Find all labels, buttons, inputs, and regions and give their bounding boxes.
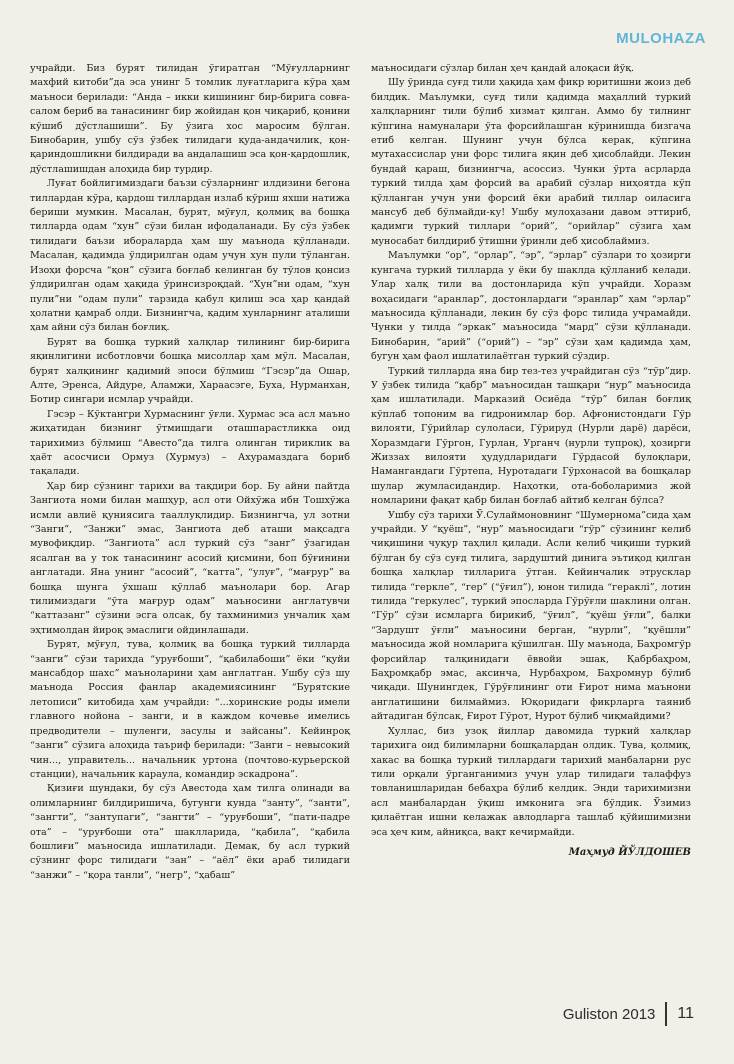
paragraph: Луғат бойлигимиздаги баъзи сўзларнинг илдизини бегона тиллардан кўра, қардош тиллардан излаб кўриш яхши натижа бериши мумкин. Масалан, бурят, мўғул, қолмиқ ва бошқа тилларда одам “хун” сўзи билан ифодаланади. Бу сўз ўзбек тилидаги баъзи ибораларда ҳам шу маънода қўлланади. Масалан, қадимда ўлдирилган одам учун хун пули тўланган. Изоҳи форсча “қон” сўзига боғлаб келинган бу тўлов қонсиз ўлдирилган одам ҳақида ўринсизроқдай. “Хун”ни одам, “хун пули”ни “одам пули” тарзида қабул қилиш эса ҳар қандай ҳолатни қамраб олди. Бизнингча, қадим хунларнинг аталиши ҳам айни сўз билан боғлиқ. [30, 178, 350, 334]
paragraph: учрайди. Биз бурят тилидан ўгиратган “Мўғулларнинг махфий китоби”да эса унинг 5 томлик луғатларига кўра ҳам маъноси берилади: “Анда – икки кишининг бир-бирига совға-салом бериб ва танасининг бир жойидан қон чиқариб, қонини кўшиб дўстлашиши”. Бу ўзига хос маросим бўлган. Бинобарин, ушбу сўз ўзбек тилидаги қуда-андачилик, қон-қариндошликни билдиради ва андалашиш эса қон-қардошлик, дўстлашишдан алоҳида бир турдир. [30, 63, 350, 175]
paragraph: маъносидаги сўзлар билан ҳеч қандай алоқаси йўқ. [371, 63, 635, 74]
magazine-issue: Guliston 2013 [562, 1005, 656, 1023]
section-label: MULOHAZA [616, 30, 706, 47]
paragraph: Хуллас, биз узоқ йиллар давомида туркий халқлар тарихига оид билимларни бошқалардан олдик. Тува, қолмиқ, хакас ва бошқа туркий тиллардаги тарихий манбаларни рус тили орқали ўрганганимиз учун улар тилидаги талаффуз товланишларидан бебаҳра бўлиб келдик. Энди тарихимизни асл манбалардан ўқиш имконига эга бўлдик. Ўзимиз қилаётган ишни келажак авлодларга ташлаб қўйишимизни эса ҳеч ким, айниқса, вақт кечирмайди. [371, 725, 691, 838]
article-column-left [30, 62, 350, 883]
page-number: 11 [677, 1005, 694, 1022]
paragraph: Бурят ва бошқа туркий халқлар тилининг бир-бирига яқинлигини исботловчи бошқа мисоллар ҳам мўл. Масалан, бурят халқининг қадимий эпоси бўлмиш “Гэсэр”да Ошар, Алте, Эренса, Айдуре, Аламжи, Хараасэге, Буха, Нурманхан, Ботир сингари исмлар учрайди. [30, 336, 350, 406]
paragraph: Туркий тилларда яна бир тез-тез учрайдиган сўз “тўр”дир. У ўзбек тилида “қабр” маъносидан ташқари “нур” маъносида ҳам ишлатилади. Марказий Осиёда “тўр” билан боғлиқ кўплаб топоним ва гидронимлар бор. Афғонистондаги Гўр вилояти, Гўрийлар сулоласи, Гўрируд (Нурли дарё) дарёси, Хоразмдаги Гўргон, Гурлан, Урганч (нурли тупроқ), ҳозирги Жиззах вилояти ҳудудларидаги Гўрдасой булоқлари, Намангандаги Гўртепа, Нуротадаги Гўрхонасой ва бошқалар шулар жумласидандир. Наҳотки, ота-боболаримиз жой номларини фақат қабр билан боғлаб айтиб келган бўлса? [371, 365, 691, 507]
paragraph: Ушбу сўз тарихи Ў.Сулаймоновнинг “Шумернома”сида ҳам учрайди. У “қуёш”, “нур” маъносидаги “гўр” сўзининг келиб чиқишини чуқур таҳлил қилади. Асли келиб чиқиши туркий бўлган бу сўз суғд тилига, зардуштий динига эътиқод қилган бошқа халқлар тилларига ўтган. Кейинчалик этрусклар тилида “геркле”, “гер” (“ўғил”), юнон тилида “гераклі”, лотин тилида “геркулес”, туркий эпосларда Гўрўғли шаклини олган. “Гўр” сўзи исмларга бирикиб, “ўғил”, “қуёш ўғли”, балки “Зардушт ўғли” маъносини берган, “нурли”, “қуёшли” маъносида жой номларига қўшилган. Шу маънода, Баҳромгўр форсийлар талқинидаги ёввойи эшак, Қабрбаҳром, Баҳромқабр эмас, аксинча, Нурбаҳром, Баҳромнур бўлиб чиқади. Шунингдек, Гўрўғлининг оти Ғирот нима маънони англатишини билмаймиз. Юқоридаги фикрларга таяниб айтадиган бўлсак, Ғирот Гўрот, Нурот бўлиб чиқмайдими? [371, 509, 691, 723]
paragraph: Гэсэр – Кўктангри Хурмаснинг ўғли. Хурмас эса асл маъно жиҳатидан бизнинг ўтмишдаги оташпарастликка оид тарихимиз бўлмиш “Авесто”да тилга олинган тириклик ва ҳаёт асосчиси Ормуз (Хурмуз) – Ахурамаздага бориб тақалади. [30, 408, 350, 478]
paragraph: Ҳар бир сўзнинг тарихи ва тақдири бор. Бу айни пайтда Зангиота номи билан машҳур, асл оти Ойхўжа ибн Тошхўжа исмли авлиё қуниясига тааллуқлидир. Бизнингча, ул зотни “Занги”, “Занжи” эмас, Зангиота деб аташи мақсадга мувофиқдир. “Зангиота” асл туркий сўз “занг” ўзагидан ясалган ва у ток танасининг асосий қисмини, боп бўғинини англатади. Яна унинг “асосий”, “катта”, “улуғ”, “мағрур” ва бошқа шунга ўхшаш қўллаб маънолари бор. Агар тилимиздаги “ўта мағрур одам” маъносини англатувчи “каттазанг” сўзини эсга олсак, бу тахминимиз унчалик ҳам эҳтимолдан йироқ эмаслиги ойдинлашади. [30, 480, 350, 636]
paragraph: Бурят, мўғул, тува, қолмиқ ва бошқа туркий тилларда “занги” сўзи тарихда “уруғбоши”, “қабилабоши” ёки “қуйи мансабдор шахс” маъноларини ҳам англатган. Ушбу сўз шу маънода Россия фанлар академиясининг “Бурятские летописи” китобида ҳам учрайди: “...хоринские роды имели главного нойона – занги, и в каждом кочевье имелись предводители – шуленги, засулы и зайсаны”. Кейинроқ “занги” сўзига алоҳида таъриф берилади: “Занги – невысокий чин..., управитель... начальник уртона (почтово-курьерской станции), начальник караула, командир эскадрона”. [30, 639, 350, 780]
paragraph: Маълумки “ор”, “орлар”, “эр”, “эрлар” сўзлари то ҳозирги кунгача туркий тилларда у ёки бу шаклда қўлланиб келади. Улар халқ тили ва достонларида кўп учрайди. Хоразм воҳасидаги “аранлар”, достонлардаги “эранлар” ҳам “эрлар” маъносида қўлланади, лекин бу сўз форс тилида учрамайди. Чунки у тилда “эркак” маъносида “мард” сўзи қўлланади. Бинобарин, “арий” (“орий”) – “эр” сўзи ҳам қадимда ҳам, бугун ҳам фаол ишлатилаётган туркий сўздир. [371, 250, 691, 363]
footer-divider [665, 1002, 667, 1026]
paragraph: Қизиғи шундаки, бу сўз Авестода ҳам тилга олинади ва олимларнинг билдиришича, бугунги кунда “занту”, “занти”, “зангти”, “зантупаги”, “зангти” – “уруғбоши”, “пати-падре ота” – “уруғбоши ота” шаклларида, “қабила”, “қабила бошлиғи” маъносида ишлатилади. Демак, бу асл туркий сўзнинг форс тилидаги “зан” – “аёл” ёки араб тилидаги “занжи” – “қора танли”, “негр”, “ҳабаш” [30, 783, 350, 881]
author-signature: Маҳмуд ЙЎЛДОШЕВ [568, 846, 691, 858]
page-footer [563, 1002, 694, 1026]
article-column-right [371, 62, 691, 860]
paragraph: Шу ўринда суғд тили ҳақида ҳам фикр юритишни жоиз деб билдик. Маълумки, суғд тили қадимда маҳаллий туркий халқларнинг тили бўлиб хизмат қилган. Аммо бу тилнинг кўпгина намуналари ўта форсийлашган кўринишда бизгача етиб келган. Шунинг учун бўлса керак, кўпгина мутахассислар уни форс тилига яқин деб ҳисоблайди. Лекин бундай қараш, бизнингча, асоссиз. Чунки ўрта асрларда туркий тилда ҳам форсий ва арабий сўзлар ниҳоятда кўп қўлланган учун уни форсий ёки арабий тиллар оиласига мансуб деб бўлмайди-ку! Ушбу мулоҳазани давом эттириб, қадимги туркий тиллари “орий”, “орийлар” сўзига ҳам муносабат билдириб ўтишни ўринли деб ҳисоблаймиз. [371, 77, 691, 247]
